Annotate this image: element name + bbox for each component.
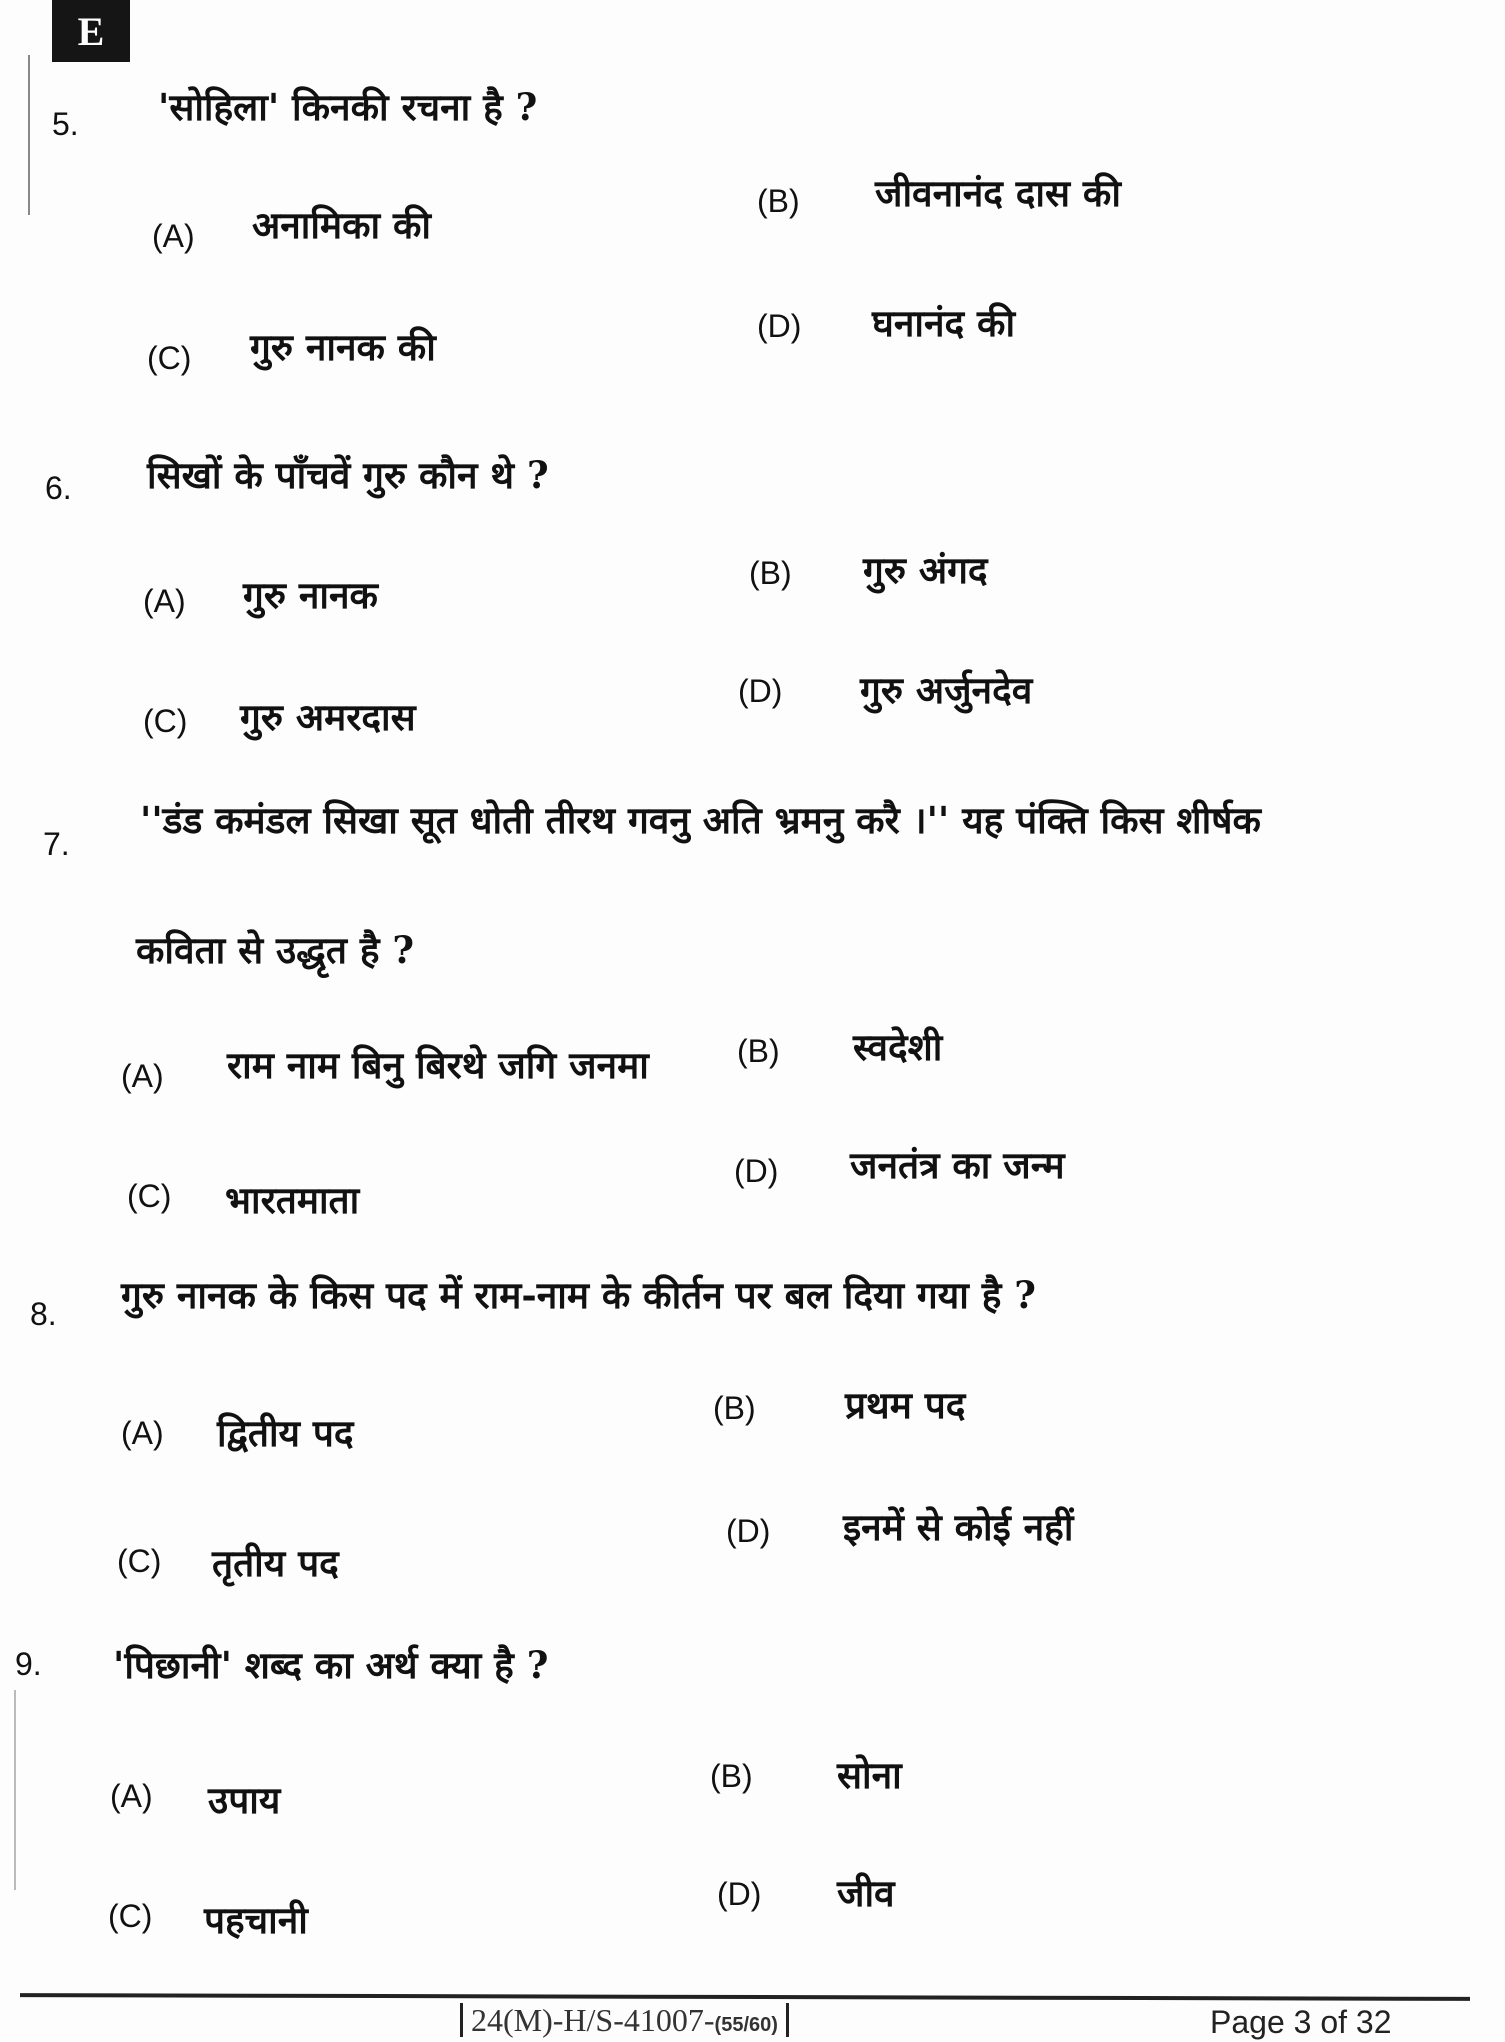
option-label: (B) <box>757 183 800 219</box>
question-number: 6. <box>45 470 72 506</box>
question-number: 8. <box>30 1296 57 1332</box>
option-text: द्वितीय पद <box>217 1411 354 1455</box>
question-number: 7. <box>43 826 70 862</box>
paper-code-suffix: (55/60) <box>714 2014 778 2036</box>
option-label: (D) <box>734 1153 779 1189</box>
option-text: अनामिका की <box>252 203 431 247</box>
option-label: (C) <box>108 1898 153 1934</box>
option-label: (C) <box>127 1178 172 1214</box>
option-text: प्रथम पद <box>845 1383 966 1427</box>
option-text: स्वदेशी <box>853 1025 943 1069</box>
option-text: घनानंद की <box>872 301 1016 345</box>
question-number: 9. <box>15 1646 42 1682</box>
option-label: (C) <box>143 703 188 739</box>
option-text: गुरु अमरदास <box>240 695 416 739</box>
paper-code <box>460 2003 789 2037</box>
option-text: जनतंत्र का जन्म <box>850 1143 1065 1187</box>
footer-divider <box>20 1993 1470 2001</box>
option-text: सोना <box>837 1753 902 1797</box>
option-text: गुरु नानक <box>243 573 378 617</box>
set-label-badge: E <box>52 0 130 62</box>
option-text: भारतमाता <box>225 1178 360 1222</box>
option-label: (D) <box>738 673 783 709</box>
option-label: (B) <box>749 555 792 591</box>
option-label: (A) <box>110 1778 153 1814</box>
option-text: पहचानी <box>204 1898 308 1942</box>
question-text: ''डंड कमंडल सिखा सूत धोती तीरथ गवनु अति भ्रमनु करै ।'' यह पंक्ति किस शीर्षक <box>140 798 1261 842</box>
option-label: (B) <box>737 1033 780 1069</box>
option-label: (A) <box>121 1058 164 1094</box>
question-number: 5. <box>52 106 79 142</box>
option-text: गुरु नानक की <box>250 325 436 369</box>
option-text: गुरु अंगद <box>863 548 988 592</box>
question-text: गुरु नानक के किस पद में राम-नाम के कीर्तन पर बल दिया गया है ? <box>121 1273 1036 1317</box>
option-label: (B) <box>710 1758 753 1794</box>
option-label: (D) <box>757 308 802 344</box>
option-label: (C) <box>117 1543 162 1579</box>
question-text: सिखों के पाँचवें गुरु कौन थे ? <box>147 453 549 497</box>
option-label: (A) <box>152 218 195 254</box>
margin-line <box>28 55 30 215</box>
option-text: इनमें से कोई नहीं <box>843 1505 1074 1549</box>
option-label: (C) <box>147 340 192 376</box>
option-text: जीव <box>837 1871 895 1915</box>
option-label: (A) <box>121 1415 164 1451</box>
option-text: तृतीय पद <box>212 1541 339 1585</box>
page-number: Page 3 of 32 <box>1210 2004 1392 2040</box>
option-label: (A) <box>143 583 186 619</box>
option-text: उपाय <box>208 1778 281 1822</box>
option-text: राम नाम बिनु बिरथे जगि जनमा <box>227 1043 649 1087</box>
question-text: 'पिछानी' शब्द का अर्थ क्या है ? <box>113 1643 549 1687</box>
option-text: गुरु अर्जुनदेव <box>860 668 1033 712</box>
option-label: (D) <box>726 1513 771 1549</box>
option-label: (B) <box>713 1390 756 1426</box>
question-text-line2: कविता से उद्धृत है ? <box>136 928 415 972</box>
option-text: जीवनानंद दास की <box>875 171 1121 215</box>
margin-line <box>14 1690 16 1890</box>
paper-code-text: 24(M)-H/S-41007- <box>471 2002 715 2038</box>
option-label: (D) <box>717 1876 762 1912</box>
question-text: 'सोहिला' किनकी रचना है ? <box>158 85 538 129</box>
